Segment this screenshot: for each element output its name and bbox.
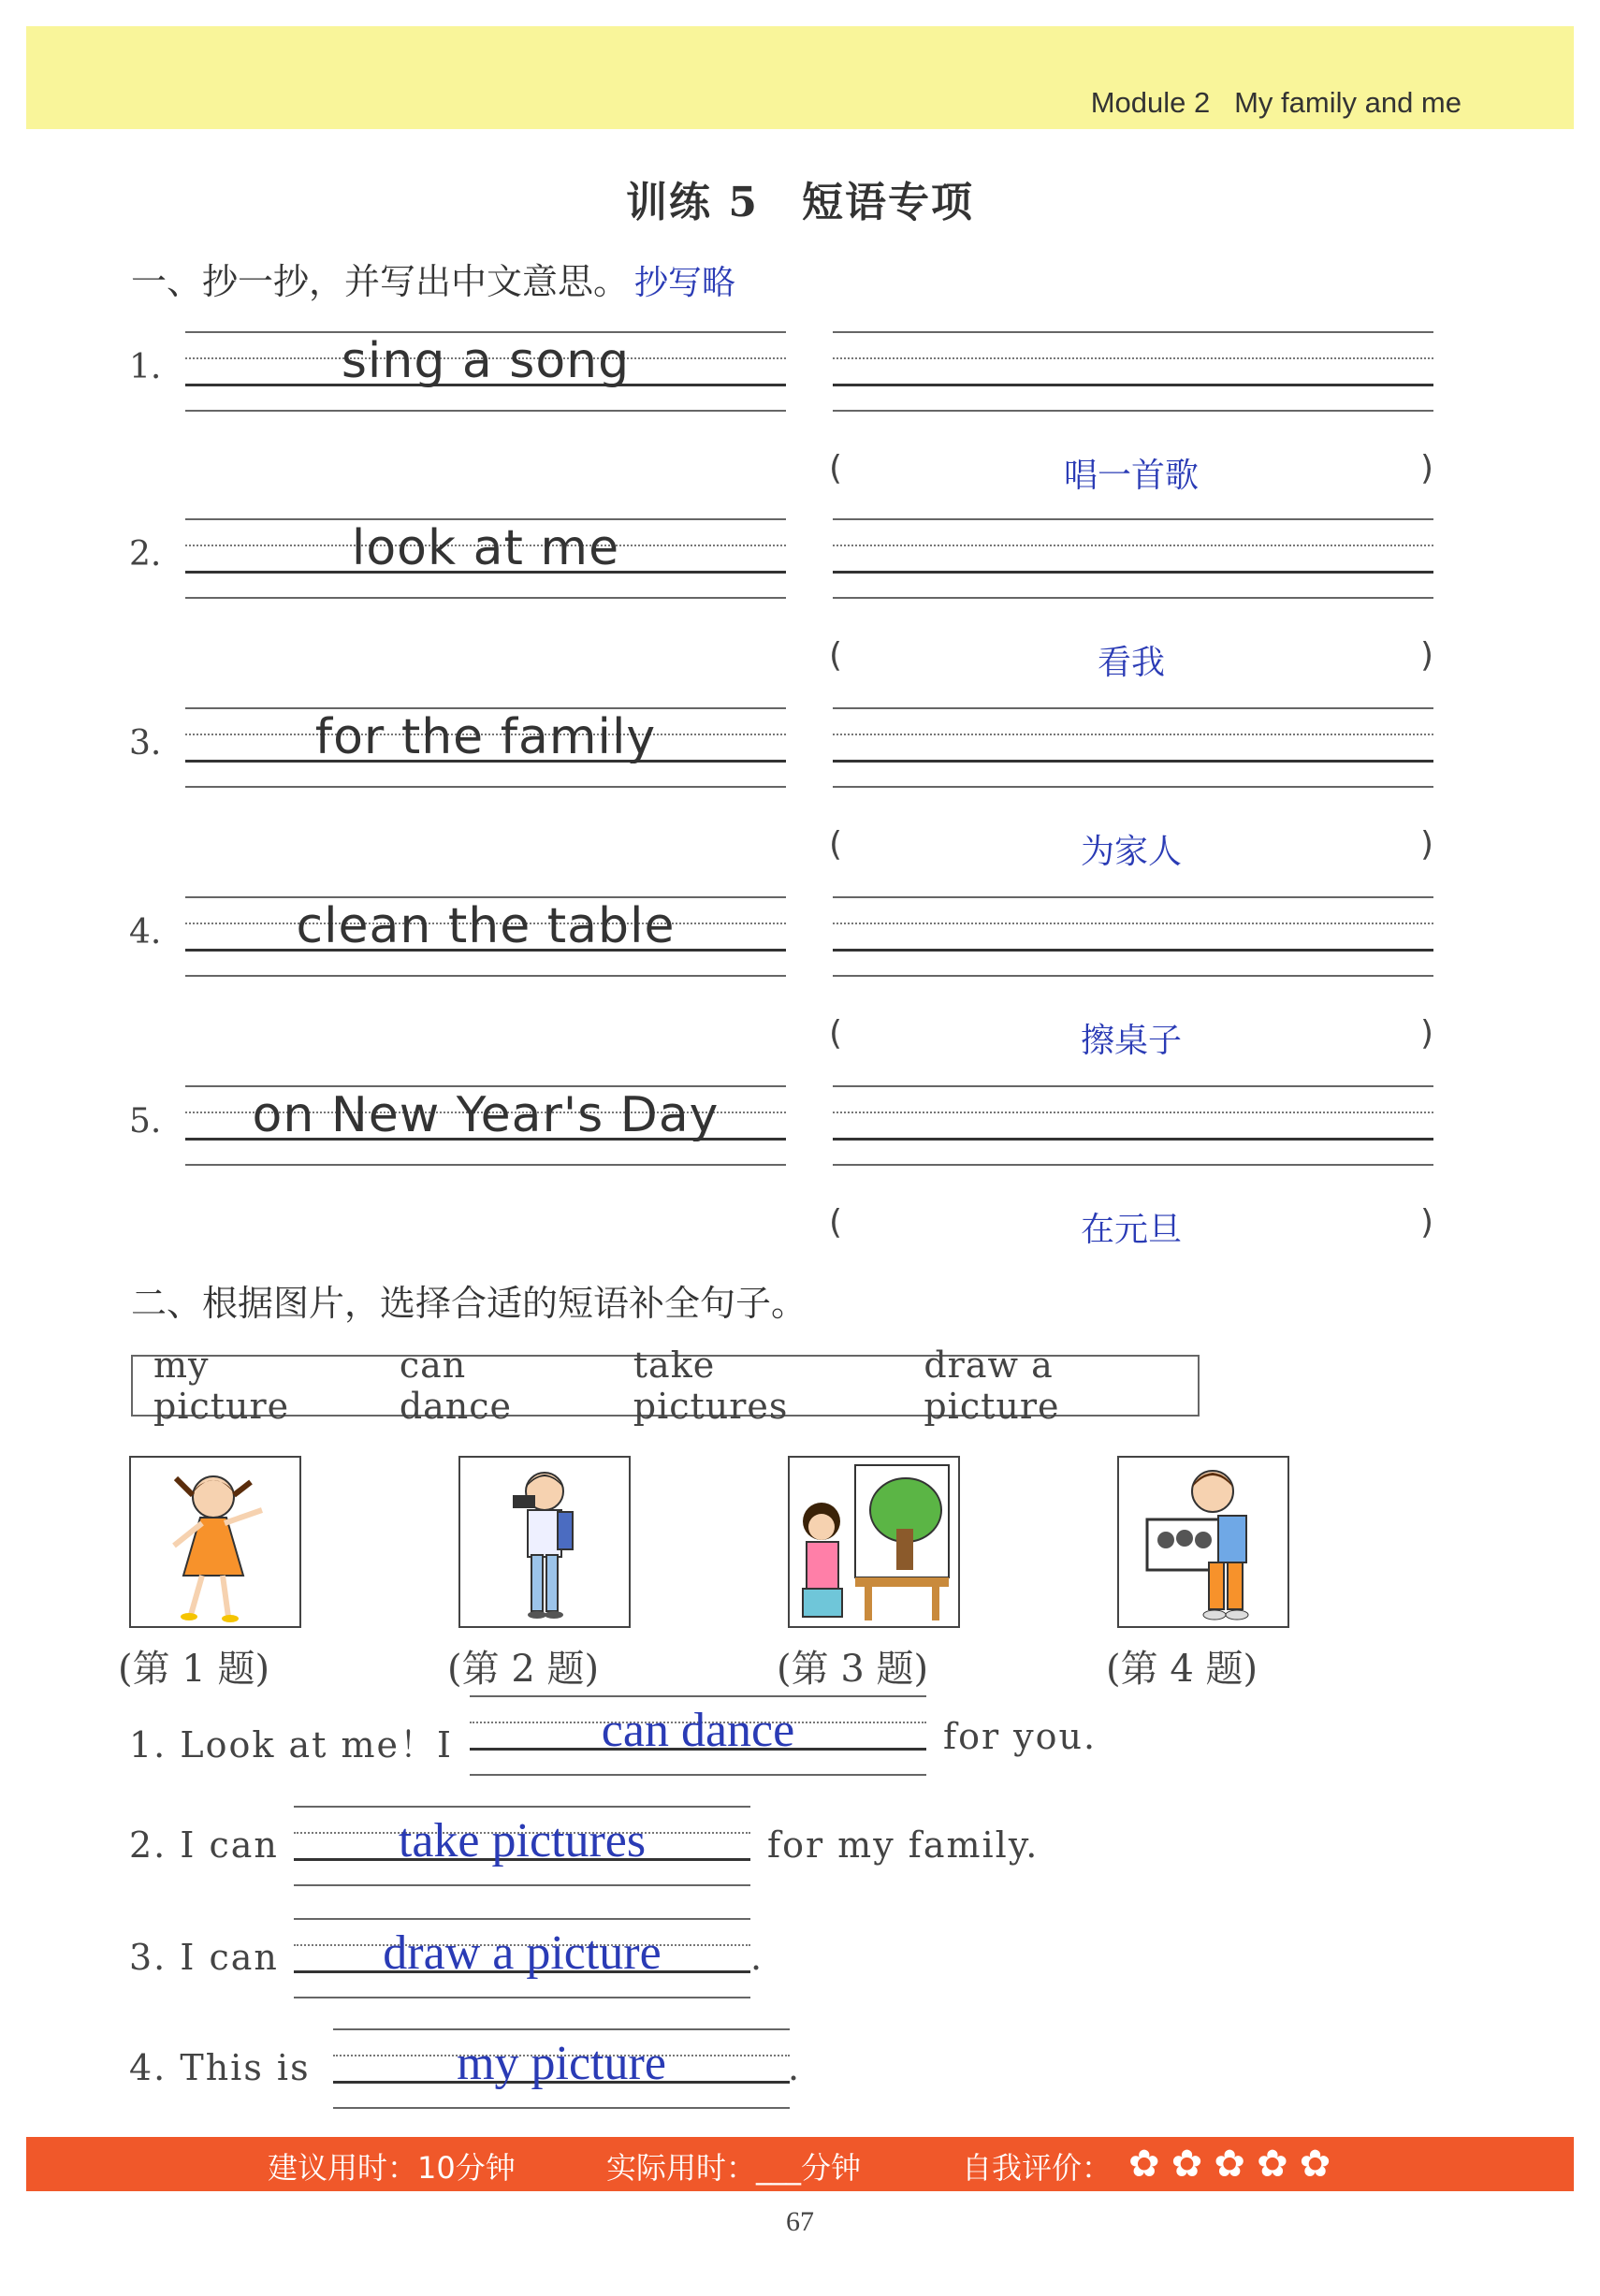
boy-holding-photo-icon [1117,1456,1289,1628]
option-take-pictures: take pictures [633,1344,789,1427]
option-can-dance: can dance [399,1344,513,1427]
item3-phrase: for the family [314,709,657,765]
self-evaluation-stars [1128,2143,1332,2186]
actual-time: 实际用时：___分钟 [606,2150,862,2186]
flower-star-icon[interactable]: ✿ [1214,2143,1245,2186]
item3-answer-lines[interactable] [833,707,1433,788]
section1-heading-text: 一、抄一抄，并写出中文意思。 [131,261,630,302]
sentence4-number: 4. [129,2047,167,2088]
item5-meaning-text: 在元旦 [1080,1211,1182,1249]
item1-number: 1. [129,348,162,386]
item2-writing-lines [185,518,786,599]
section1-heading [131,253,735,304]
sentence4-after: . [788,2047,802,2088]
picture4-label: (第 4 题) [1106,1648,1258,1691]
item1-writing-lines [185,331,786,412]
picture3-label: (第 3 题) [777,1648,929,1691]
section2-heading: 二、根据图片，选择合适的短语补全句子。 [131,1283,807,1324]
item1-answer-lines[interactable] [833,331,1433,412]
item5-meaning: ( 在元旦 ) [829,1203,1433,1249]
item4-writing-lines [185,896,786,977]
item4-meaning: ( 擦桌子 ) [829,1014,1433,1060]
item5-answer-lines[interactable] [833,1085,1433,1166]
sentence1-blank[interactable] [470,1695,926,1776]
item4-number: 4. [129,913,162,952]
item5-writing-lines [185,1085,786,1166]
option-my-picture: my picture [153,1344,290,1427]
sentence4-blank[interactable] [333,2028,790,2109]
sentence3-blank[interactable] [294,1918,750,1998]
picture2-label: (第 2 题) [447,1648,600,1691]
sentence3-after: . [750,1937,764,1978]
item5-phrase: on New Year's Day [252,1087,720,1143]
sentence3-number: 3. [129,1937,167,1978]
item1-meaning: ( 唱一首歌 ) [829,449,1433,495]
sentence1-answer: can dance [601,1704,795,1757]
girl-drawing-tree-icon [788,1456,960,1628]
picture1-label: (第 1 题) [118,1648,270,1691]
item4-meaning-text: 擦桌子 [1080,1022,1182,1060]
sentence3-answer: draw a picture [383,1926,662,1980]
module-number: Module 2 [1090,86,1211,119]
sentence3 [129,1937,279,1978]
item4-phrase: clean the table [296,898,676,954]
item3-number: 3. [129,724,162,763]
boy-with-camera-icon [458,1456,631,1628]
item5-number: 5. [129,1102,162,1141]
sentence2-after: for my family. [767,1824,1040,1866]
item2-meaning-text: 看我 [1097,644,1165,682]
page-title: 训练 5 短语专项 [626,179,974,226]
item3-meaning: ( 为家人 ) [829,825,1433,871]
sentence4-answer: my picture [457,2037,666,2090]
sentence4-before: This is [180,2047,311,2088]
item3-meaning-text: 为家人 [1080,833,1182,871]
sentence3-before: I can [180,1937,279,1978]
suggested-time: 建议用时：10分钟 [268,2150,516,2186]
sentence2-number: 2. [129,1824,167,1866]
item2-answer-lines[interactable] [833,518,1433,599]
self-evaluation-label: 自我评价： [962,2150,1113,2186]
item2-meaning: ( 看我 ) [829,636,1433,682]
sentence1-number: 1. [129,1724,167,1766]
item2-phrase: look at me [351,520,620,576]
flower-star-icon[interactable]: ✿ [1171,2143,1203,2186]
dancing-girl-icon [129,1456,301,1628]
module-label [1091,86,1462,120]
sentence2-blank[interactable] [294,1806,750,1886]
module-title: My family and me [1234,86,1462,119]
item4-answer-lines[interactable] [833,896,1433,977]
sentence2-before: I can [180,1824,279,1866]
sentence4 [129,2047,311,2088]
flower-star-icon[interactable]: ✿ [1299,2143,1331,2186]
flower-star-icon[interactable]: ✿ [1128,2143,1160,2186]
section1-answer-note: 抄写略 [634,264,736,302]
footer-band [26,2137,1574,2191]
flower-star-icon[interactable]: ✿ [1257,2143,1288,2186]
sentence1 [129,1716,453,1767]
item1-meaning-text: 唱一首歌 [1063,457,1199,495]
sentence1-before: Look at me！I [180,1724,453,1766]
sentence1-after: for you. [943,1716,1098,1757]
option-draw-a-picture: draw a picture [924,1344,1060,1427]
page-number: 67 [786,2206,814,2237]
item2-number: 2. [129,535,162,574]
sentence2 [129,1824,279,1866]
word-bank [131,1344,1200,1427]
item3-writing-lines [185,707,786,788]
sentence2-answer: take pictures [398,1814,647,1867]
item1-phrase: sing a song [341,333,631,389]
